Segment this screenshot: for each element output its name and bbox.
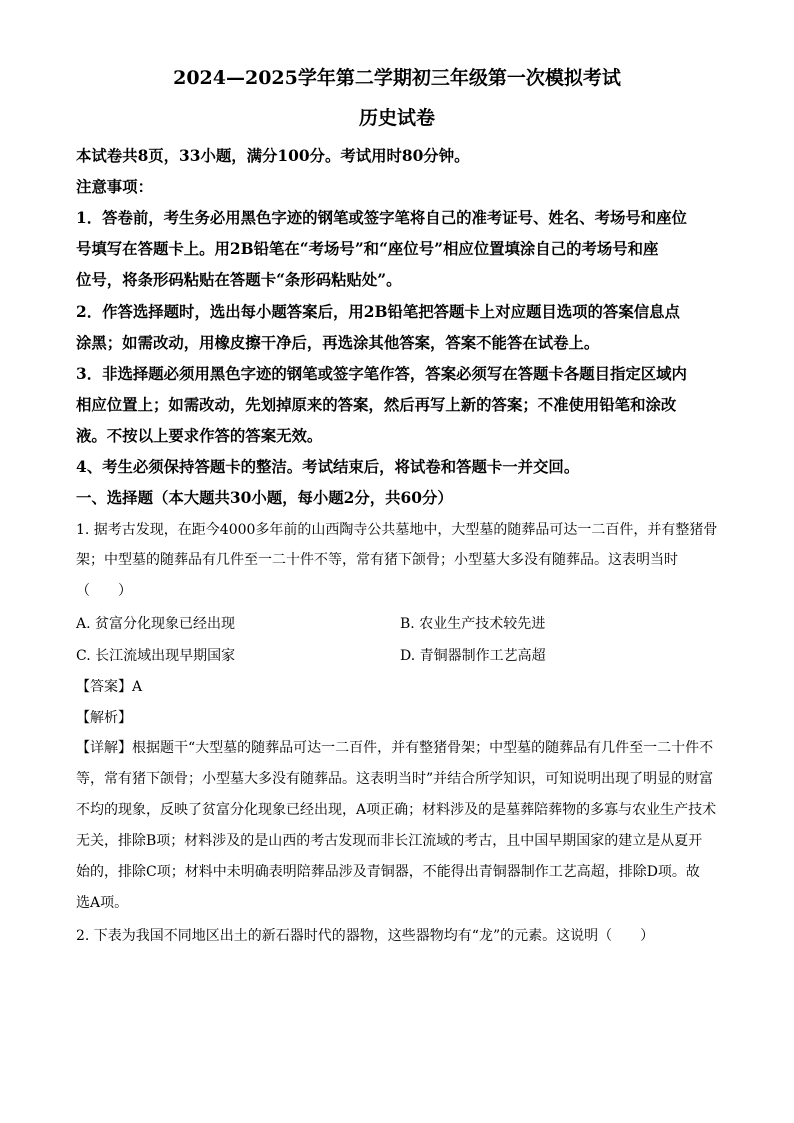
section-heading: 一、选择题（本大题共30小题，每小题2分，共60分） — [76, 489, 453, 507]
detail-line: 根据题干“大型墓的随葬品可达一二百件，并有整猪骨架；中型墓的随葬品有几件至一二十件不 — [132, 740, 714, 756]
detail-line: 不均的现象，反映了贫富分化现象已经出现，A项正确；材料涉及的是墓葬陪葬物的多寡与农业生产技术 — [76, 802, 717, 818]
notice-line: 相应位置上；如需改动，先划掉原来的答案，然后再写上新的答案；不准使用铅笔和涂改 — [76, 396, 677, 414]
notice-line: 涂黑；如需改动，用橡皮擦干净后，再选涂其他答案，答案不能答在试卷上。 — [76, 334, 600, 352]
notice-line: 1．答卷前，考生务必用黑色字迹的钢笔或签字笔将自己的准考证号、姓名、考场号和座位 — [76, 209, 687, 227]
question-1-detail — [76, 737, 716, 759]
question-1-option-d: D. 青铜器制作工艺高超 — [400, 648, 546, 664]
question-1-stem: 架；中型墓的随葬品有几件至一二十件不等，常有猪下颌骨；小型墓大多没有随葬品。这表明当时 — [76, 552, 678, 568]
notice-line: 3．非选择题必须用黑色字迹的钢笔或签字笔作答，答案必须写在答题卡各题目指定区域内 — [76, 365, 687, 383]
detail-line: 无关，排除B项；材料涉及的是山西的考古发现而非长江流域的考古，且中国早期国家的建立是从夏开 — [76, 833, 703, 849]
detail-line: 等，常有猪下颌骨；小型墓大多没有随葬品。这表明当时”并结合所学知识，可知说明出现了明显的财富 — [76, 771, 714, 787]
question-2-stem: 2. 下表为我国不同地区出土的新石器时代的器物，这些器物均有“龙”的元素。这说明（ ） — [76, 928, 655, 944]
detail-line: 选A项。 — [76, 895, 129, 911]
question-1-answer — [76, 676, 716, 698]
question-1-option-a: A. 贫富分化现象已经出现 — [76, 616, 236, 632]
question-1-analysis-tag: 【解析】 — [76, 710, 132, 726]
question-1-stem: （ ） — [76, 583, 132, 599]
exam-intro: 本试卷共8页，33小题，满分100分。考试用时80分钟。 — [76, 147, 470, 165]
notice-line: 2．作答选择题时，选出每小题答案后，用2B铅笔把答题卡上对应题目选项的答案信息点 — [76, 303, 680, 321]
detail-tag: 【详解】 — [76, 740, 132, 756]
notice-line: 液。不按以上要求作答的答案无效。 — [76, 427, 323, 445]
exam-title: 2024—2025学年第二学期初三年级第一次模拟考试 — [173, 67, 621, 89]
detail-line: 始的，排除C项；材料中未明确表明陪葬品涉及青铜器，不能得出青铜器制作工艺高超，排除D项。故 — [76, 864, 700, 880]
question-1-stem: 1. 据考古发现，在距今4000多年前的山西陶寺公共墓地中，大型墓的随葬品可达一二百件，并有整猪骨 — [76, 522, 718, 538]
answer-value: A — [132, 679, 143, 695]
notice-heading: 注意事项： — [76, 178, 153, 196]
notice-line: 4、考生必须保持答题卡的整洁。考试结束后，将试卷和答题卡一并交回。 — [76, 458, 580, 476]
exam-subtitle: 历史试卷 — [358, 107, 435, 129]
notice-line: 号填写在答题卡上。用2B铅笔在“考场号”和“座位号”相应位置填涂自己的考场号和座 — [76, 240, 659, 258]
question-1-option-c: C. 长江流域出现早期国家 — [76, 648, 236, 664]
notice-line: 位号，将条形码粘贴在答题卡“条形码粘贴处”。 — [76, 271, 402, 289]
answer-tag: 【答案】 — [76, 679, 132, 695]
question-1-option-b: B. 农业生产技术较先进 — [400, 616, 546, 632]
